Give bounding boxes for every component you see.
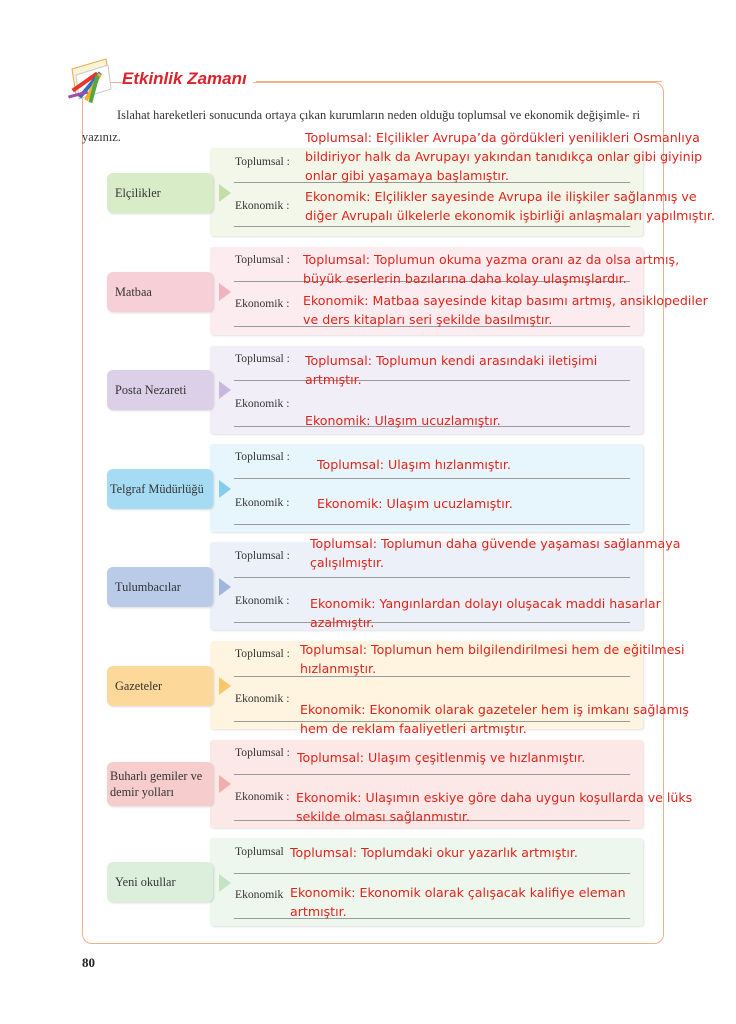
social-answer: Toplumsal: Elçilikler Avrupa’da gördükleri yenilikleri Osmanlıya bildiriyor halk da Avrupayı yakından tanıdıkça onlar gibi giyinip onlar gibi yaşamaya başlamıştır. bbox=[305, 130, 703, 183]
economic-field-label: Ekonomik : bbox=[235, 199, 290, 212]
economic-answer: Ekonomik: Matbaa sayesinde kitap basımı artmış, ansiklopediler ve ders kitapları seri şekilde basılmıştır. bbox=[303, 293, 708, 327]
institution-label: Gazeteler bbox=[107, 666, 213, 706]
page-number: 80 bbox=[82, 955, 95, 970]
arrow-icon bbox=[219, 283, 231, 301]
economic-answer: Ekonomik: Ulaşım ucuzlamıştır. bbox=[317, 496, 513, 511]
social-answer: Toplumsal: Ulaşım çeşitlenmiş ve hızlanmıştır. bbox=[297, 750, 586, 765]
pencils-logo-icon bbox=[66, 55, 118, 105]
institution-label: Elçilikler bbox=[107, 173, 213, 213]
social-field-label: Toplumsal : bbox=[235, 746, 290, 759]
arrow-icon bbox=[219, 677, 231, 695]
social-field-label: Toplumsal : bbox=[235, 253, 290, 266]
social-answer: Toplumsal: Toplumun okuma yazma oranı az da olsa artmış, büyük eserlerin bazılarına daha kolay ulaşmışlardır. bbox=[303, 252, 680, 286]
social-answer: Toplumsal: Toplumun kendi arasındaki iletişimi artmıştır. bbox=[305, 353, 598, 387]
economic-answer: Ekonomik: Ulaşım ucuzlamıştır. bbox=[305, 413, 501, 428]
economic-field-label: Ekonomik : bbox=[235, 790, 290, 803]
economic-answer: Ekonomik: Ulaşımın eskiye göre daha uygun koşullarda ve lüks sekilde olması sağlanmıstır. bbox=[296, 790, 693, 824]
institution-label: Buharlı gemiler ve demir yolları bbox=[107, 762, 213, 806]
economic-field-label: Ekonomik : bbox=[235, 397, 290, 410]
economic-field-label: Ekonomik : bbox=[235, 692, 290, 705]
economic-field-label: Ekonomik : bbox=[235, 594, 290, 607]
arrow-icon bbox=[219, 578, 231, 596]
arrow-icon bbox=[219, 775, 231, 793]
institution-label: Matbaa bbox=[107, 272, 213, 312]
economic-field-label: Ekonomik : bbox=[235, 496, 290, 509]
social-field-label: Toplumsal : bbox=[235, 155, 290, 168]
activity-title: Etkinlik Zamanı bbox=[122, 69, 253, 89]
economic-answer: Ekonomik: Ekonomik olarak gazeteler hem iş imkanı sağlamış hem de reklam faaliyetleri artmıştır. bbox=[300, 702, 689, 736]
social-answer: Toplumsal: Ulaşım hızlanmıştır. bbox=[317, 457, 511, 472]
social-field-label: Toplumsal : bbox=[235, 647, 290, 660]
arrow-icon bbox=[219, 184, 231, 202]
institution-label: Telgraf Müdürlüğü bbox=[107, 469, 213, 509]
economic-answer: Ekonomik: Yangınlardan dolayı oluşacak maddi hasarlar azalmıştır. bbox=[310, 596, 661, 630]
institution-label: Yeni okullar bbox=[107, 862, 213, 902]
intro-text: Islahat hareketleri sonucunda ortaya çıkan kurumların neden olduğu toplumsal ve ekonomik değişimle- ri yazınız. bbox=[82, 108, 641, 144]
institution-label: Tulumbacılar bbox=[107, 567, 213, 607]
institution-label: Posta Nezareti bbox=[107, 370, 213, 410]
economic-field-label: Ekonomik : bbox=[235, 297, 290, 310]
economic-field-label: Ekonomik bbox=[235, 888, 284, 901]
social-field-label: Toplumsal bbox=[235, 845, 284, 858]
social-answer: Toplumsal: Toplumdaki okur yazarlık artmıştır. bbox=[290, 845, 578, 860]
activity-header bbox=[66, 55, 666, 105]
social-answer: Toplumsal: Toplumun daha güvende yaşaması sağlanmaya çalışılmıştır. bbox=[310, 536, 681, 570]
economic-answer: Ekonomik: Elçilikler sayesinde Avrupa ile ilişkiler sağlanmış ve diğer Avrupalı ülkelerle ekonomik işbirliği anlaşmaları yapılmıştır. bbox=[305, 189, 715, 223]
social-field-label: Toplumsal : bbox=[235, 352, 290, 365]
arrow-icon bbox=[219, 874, 231, 892]
social-field-label: Toplumsal : bbox=[235, 549, 290, 562]
social-field-label: Toplumsal : bbox=[235, 450, 290, 463]
economic-answer: Ekonomik: Ekonomik olarak çalışacak kalifiye eleman artmıştır. bbox=[290, 885, 626, 919]
arrow-icon bbox=[219, 381, 231, 399]
arrow-icon bbox=[219, 480, 231, 498]
social-answer: Toplumsal: Toplumun hem bilgilendirilmesi hem de eğitilmesi hızlanmıştır. bbox=[300, 642, 685, 676]
